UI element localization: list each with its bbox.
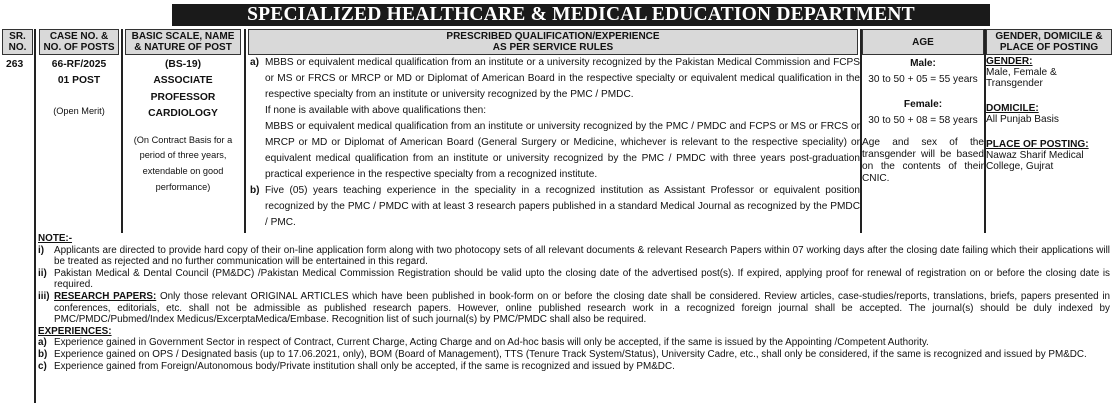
case-number: 66-RF/2025 [51,59,107,70]
qualification-alternative-intro: If none is available with above qualifications then: [265,105,487,116]
header-age: AGE [862,29,984,55]
domicile-label: DOMICILE: [986,103,1039,114]
merit-type: (Open Merit) [53,105,105,116]
qualification-alternative: MBBS or equivalent medical qualification from an institute or university recognized by the PMC / PMDC and FCPS or MS or FRCS or MRCP or MD or Diplomat of American Board (General Surgery or Medicine, whichever is relevant to the respective speciality) or equivalent medical qualification from an institute or university recognized by the PMC / PMDC with three years post-graduation practical experience in the respective specialty from a recognized institute. [265,121,860,180]
column-divider [244,29,246,233]
experiences-heading: EXPERIENCES: [38,325,112,337]
notes-section [38,233,1110,372]
qualification-item-b: b) Five (05) years teaching experience in the speciality in a recognized institution as Assistant Professor or equivalent position recognized by the PMC / PMDC with at least 3 research papers published in a standard Medical Journal as recognized by the PMDC / PMC. [250,185,860,228]
contract-basis: (On Contract Basis for a period of three years, extendable on good performance) [133,134,233,193]
note-item: ii) Pakistan Medical & Dental Council (PM&DC) /Pakistan Medical Commission Registration should be valid upto the closing date of the advertised post(s). If expired, applying proof for renewal of registration on or before the closing date is required. [38,267,1110,291]
case-no-cell [38,57,120,120]
post-name-line: ASSOCIATE [153,75,213,87]
female-age-value: 30 to 50 + 08 = 58 years [868,115,978,126]
sr-no-value: 263 [6,59,24,70]
posting-value: Nawaz Sharif Medical College, Gujrat [986,150,1084,172]
column-divider [34,29,36,233]
post-name-line: CARDIOLOGY [148,108,218,120]
posting-label: PLACE OF POSTING: [986,139,1089,150]
gender-label: GENDER: [986,56,1033,67]
gender-cell [986,56,1112,172]
gender-value: Male, Female & Transgender [986,67,1057,89]
female-age-label: Female: [903,99,943,110]
note-item: i) Applicants are directed to provide hard copy of their on-line application form along with two photocopy sets of all relevant documents & relevant Research Papers within 07 working days after the closing date failing which their applications will be treated as rejected and no further communication will be entertained in this regard. [38,244,1110,268]
header-qualification: PRESCRIBED QUALIFICATION/EXPERIENCE AS PER SERVICE RULES [248,29,858,55]
header-basic-scale: BASIC SCALE, NAME & NATURE OF POST [125,29,241,55]
experience-item: c) Experience gained from Foreign/Autonomous body/Private institution shall only be accepted, if the same is recognized and issued by PM&DC. [38,360,675,372]
number-of-posts: 01 POST [57,75,101,87]
experience-item: a) Experience gained in Government Sector in respect of Contract, Current Charge, Acting Charge and on Ad-hoc basis will only be accepted, if the same is issued by the Appointing /Competent Authority. [38,337,929,349]
qualification-cell [250,55,860,231]
transgender-age-note: Age and sex of the transgender will be based on the contents of their CNIC. [862,137,984,184]
post-cell [124,57,242,196]
domicile-value: All Punjab Basis [986,114,1059,125]
note-research-papers: iii) RESEARCH PAPERS: Only those relevant ORIGINAL ARTICLES which have been published in book-form on or before the closing date shall be considered. Review articles, case-studies/reports, translations, briefs, papers presented in conferences, editorials, etc. shall not be admissible as published research papers. However, online published research work in a recognized foreign journal shall be accepted. The journal(s) should be duly indexed by PMC/PMDC/Pubmed/Index Medicus/ExcerptaMedica/Embase. Recognition list of such journal(s) by PMC/PMDC shall also be required. [38,290,1111,326]
notes-heading: NOTE:- [38,233,73,244]
department-title: SPECIALIZED HEALTHCARE & MEDICAL EDUCATION DEPARTMENT [172,4,990,26]
header-case-no: CASE NO. & NO. OF POSTS [39,29,119,55]
qualification-item-a: a) MBBS or equivalent medical qualification from an institute or a university recognized by the Pakistan Medical Commission and FCPS or MS or FRCS or MRCP or MD or Diplomat of American Board in the respective specialty or equivalent medical qualification in the respective specialty from an institute or university recognized by the PMC / PMDC. [250,57,860,100]
post-name-line: PROFESSOR [150,91,216,103]
basic-scale: (BS-19) [164,59,202,70]
male-age-value: 30 to 50 + 05 = 55 years [868,74,978,85]
column-divider [34,233,36,403]
male-age-label: Male: [910,58,936,69]
header-sr-no: SR. NO. [2,29,33,55]
age-cell [862,58,984,185]
column-divider [121,29,123,233]
experience-item: b) Experience gained on OPS / Designated basis (up to 17.06.2021, only), BOM (Board of Management), TTS (Tenure Track System/Status), University Cadre, etc., shall only be considered, if the same is recognized and issued by PM&DC. [38,348,1087,360]
header-gender: GENDER, DOMICILE & PLACE OF POSTING [986,29,1112,55]
